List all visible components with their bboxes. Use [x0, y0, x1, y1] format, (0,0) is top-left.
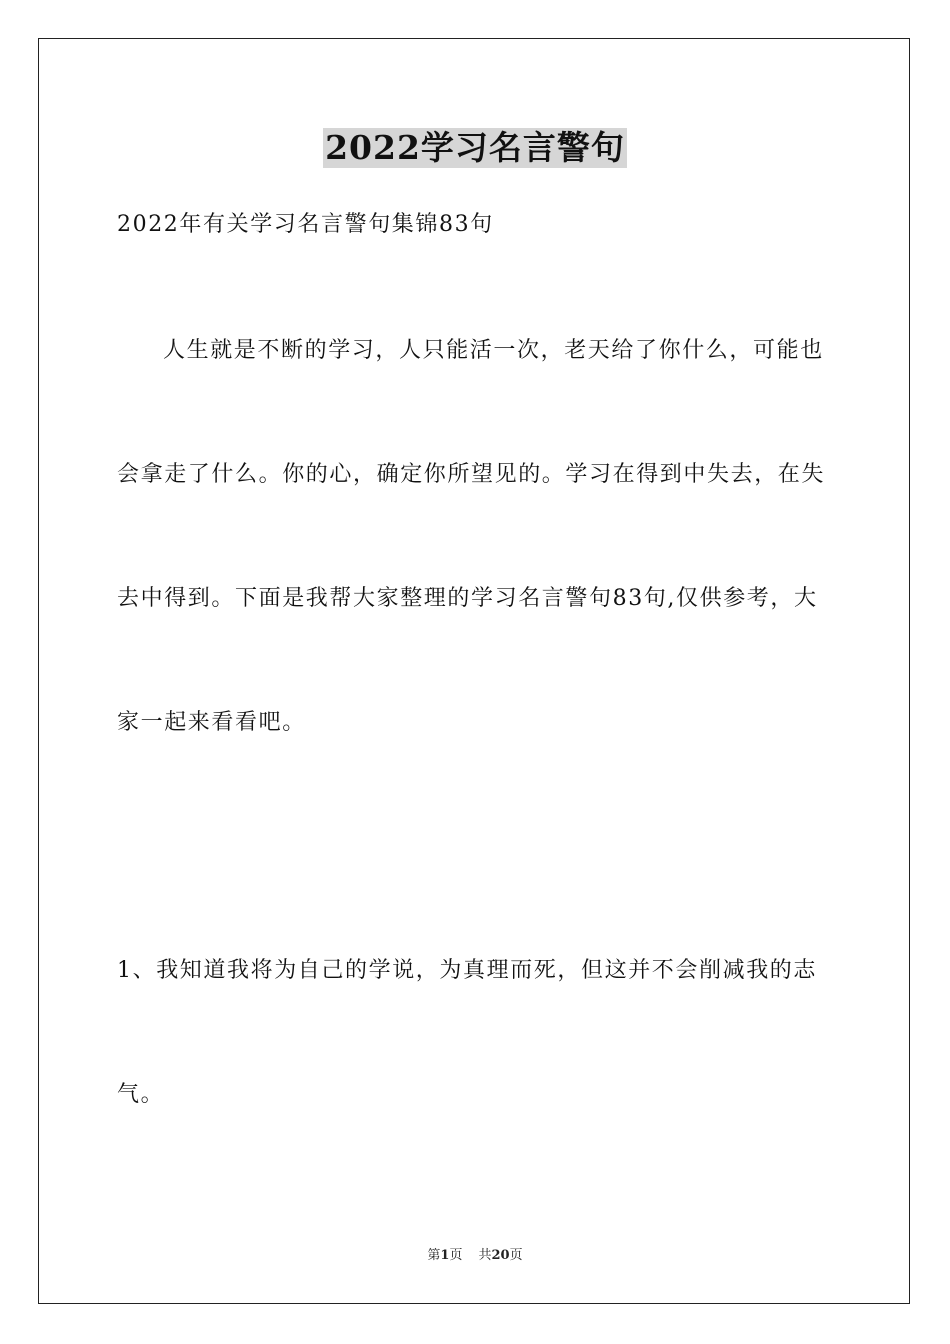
intro-line-1: 人生就是不断的学习，人只能活一次，老天给了你什么，可能也 — [163, 338, 824, 363]
document-title: 2022学习名言警句 — [325, 128, 625, 167]
document-subtitle: 2022年有关学习名言警句集锦83句 — [117, 212, 494, 237]
footer-page-prefix: 第 — [427, 1248, 441, 1263]
footer-page-number: 1 — [440, 1248, 450, 1263]
footer-total-suffix: 页 — [509, 1248, 523, 1263]
quote-1-line-2: 气。 — [117, 1082, 165, 1107]
intro-line-2: 会拿走了什么。你的心，确定你所望见的。学习在得到中失去，在失 — [117, 462, 826, 487]
intro-line-3: 去中得到。下面是我帮大家整理的学习名言警句83句,仅供参考，大 — [117, 586, 818, 611]
footer-total-prefix: 共 — [478, 1248, 492, 1263]
footer-page-suffix: 页 — [449, 1248, 463, 1263]
page-footer — [0, 1247, 950, 1265]
footer-total-pages: 20 — [491, 1248, 510, 1263]
intro-line-4: 家一起来看看吧。 — [117, 710, 306, 735]
document-title-container — [0, 128, 950, 168]
quote-1-line-1: 1、我知道我将为自己的学说，为真理而死，但这并不会削减我的志 — [117, 958, 817, 983]
